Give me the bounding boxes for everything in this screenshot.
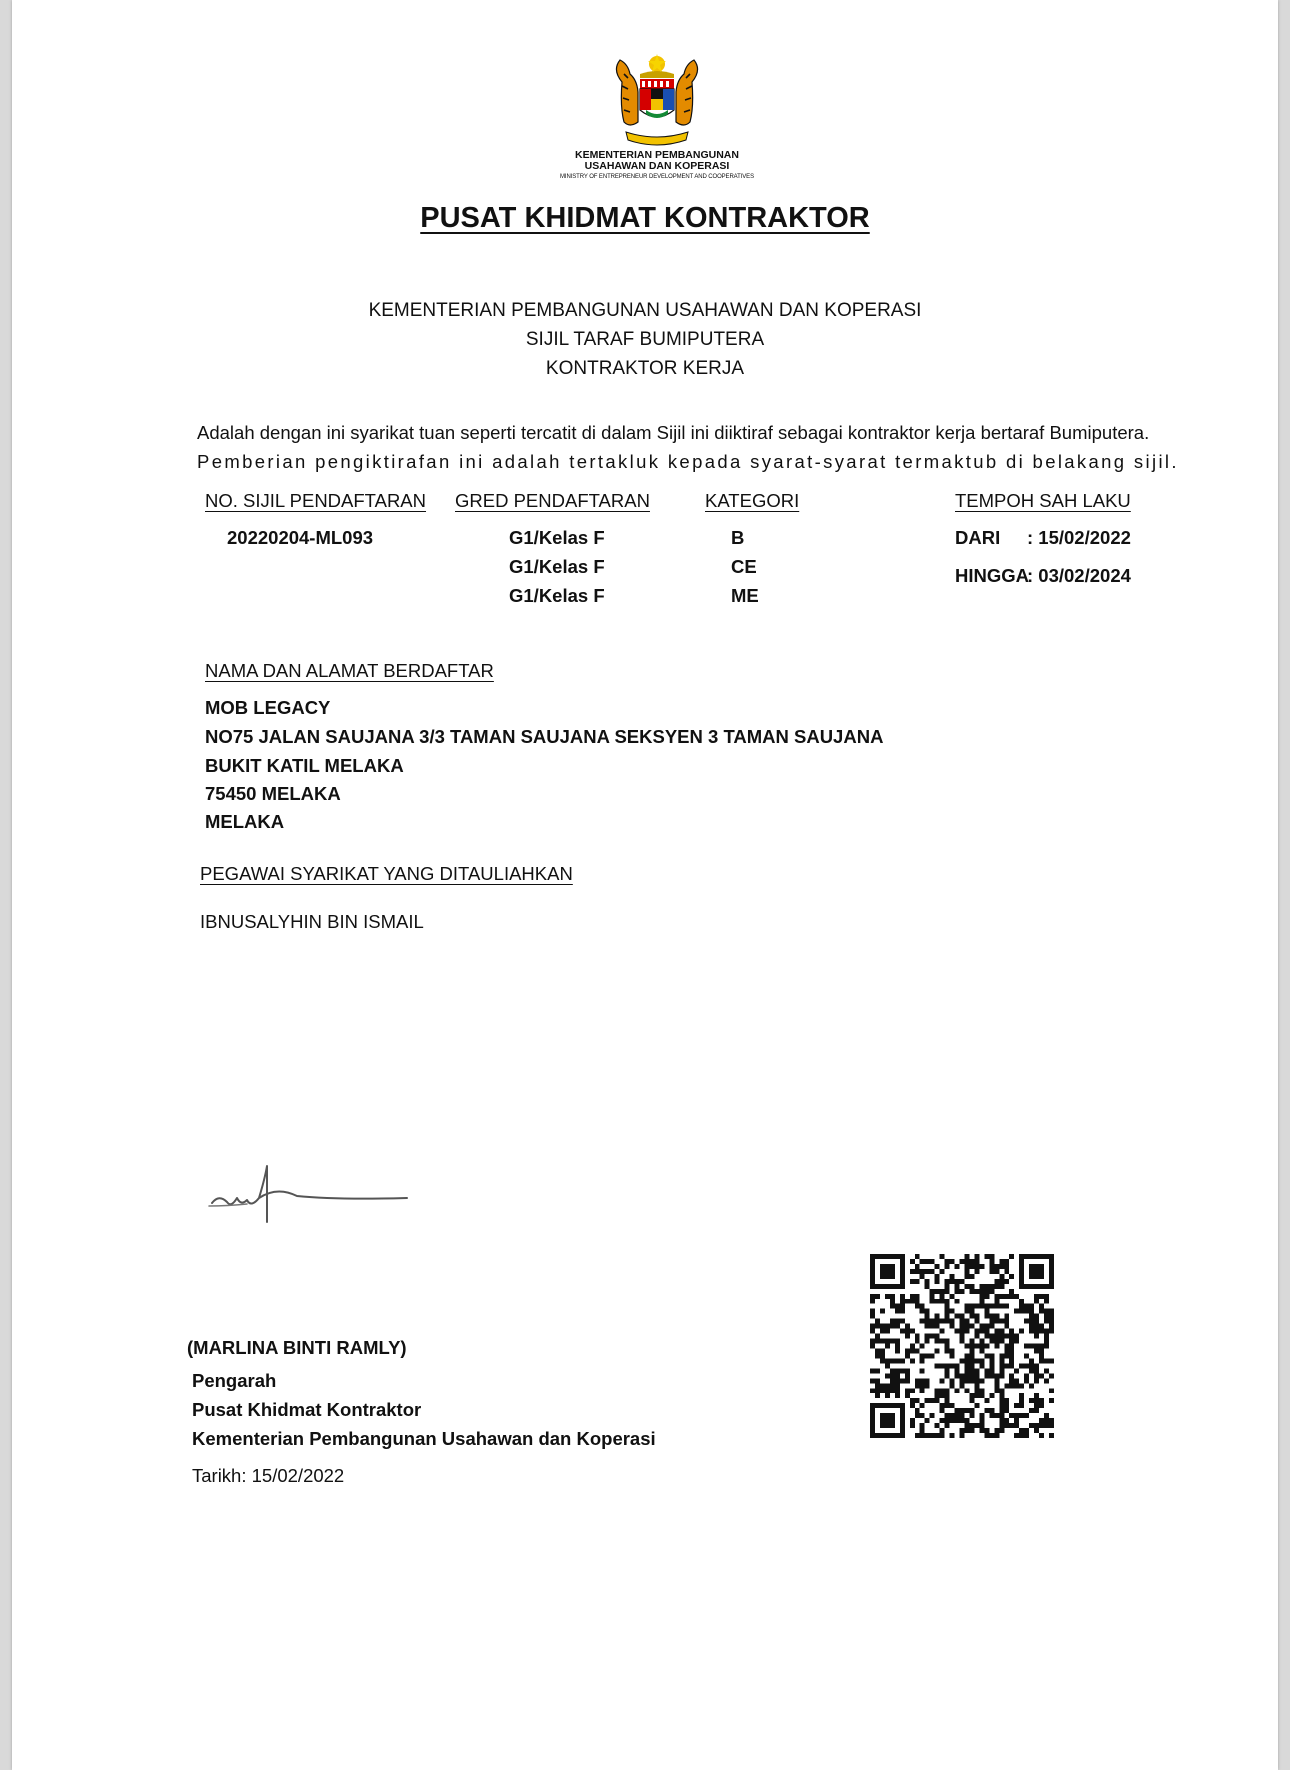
category-row-3: ME	[731, 585, 759, 606]
heading-certificate-type: SIJIL TARAF BUMIPUTERA	[525, 329, 765, 350]
issue-date: Tarikh: 15/02/2022	[192, 1465, 345, 1486]
validity-to-label: HINGGA	[955, 565, 1029, 586]
heading-contractor-type: KONTRAKTOR KERJA	[545, 358, 745, 379]
signatory-office: Pusat Khidmat Kontraktor	[192, 1399, 422, 1420]
company-name: MOB LEGACY	[205, 697, 331, 718]
ministry-logo-text	[502, 150, 812, 183]
logo-line-2: USAHAWAN DAN KOPERASI	[584, 160, 730, 172]
coat-of-arms-icon	[582, 52, 732, 152]
intro-line-1: Adalah dengan ini syarikat tuan seperti tercatit di dalam Sijil ini diiktiraf sebagai kontraktor kerja bertaraf Bumiputera.	[197, 422, 1150, 443]
logo-line-3: MINISTRY OF ENTREPRENEUR DEVELOPMENT AND COOPERATIVES	[560, 174, 754, 180]
column-registration-no: NO. SIJIL PENDAFTARAN	[205, 490, 427, 511]
heading-ministry: KEMENTERIAN PEMBANGUNAN USAHAWAN DAN KOPERASI	[368, 300, 922, 321]
intro-line-2: Pemberian pengiktirafan ini adalah tertakluk kepada syarat-syarat termaktub di belakang sijil.	[197, 451, 1179, 472]
validity-from-date: : 15/02/2022	[1027, 527, 1131, 548]
address-heading: NAMA DAN ALAMAT BERDAFTAR	[205, 660, 494, 681]
address-line-3: 75450 MELAKA	[205, 783, 341, 804]
grade-row-1: G1/Kelas F	[509, 527, 605, 548]
grade-row-2: G1/Kelas F	[509, 556, 605, 577]
validity-from-label: DARI	[955, 527, 1001, 548]
signatory-name: (MARLINA BINTI RAMLY)	[187, 1337, 407, 1358]
officer-heading: PEGAWAI SYARIKAT YANG DITAULIAHKAN	[200, 863, 573, 884]
registration-number: 20220204-ML093	[227, 527, 374, 548]
certificate-page	[12, 0, 1278, 1770]
category-row-1: B	[731, 527, 745, 548]
address-line-1: NO75 JALAN SAUJANA 3/3 TAMAN SAUJANA SEKSYEN 3 TAMAN SAUJANA	[205, 726, 884, 747]
validity-to-date: : 03/02/2024	[1027, 565, 1131, 586]
officer-name: IBNUSALYHIN BIN ISMAIL	[200, 911, 424, 932]
address-line-2: BUKIT KATIL MELAKA	[205, 755, 404, 776]
address-line-4: MELAKA	[205, 811, 285, 832]
column-category: KATEGORI	[705, 490, 800, 511]
grade-row-3: G1/Kelas F	[509, 585, 605, 606]
qr-code-icon	[870, 1254, 1054, 1438]
logo-line-1: KEMENTERIAN PEMBANGUNAN	[575, 149, 739, 161]
category-row-2: CE	[731, 556, 757, 577]
signatory-ministry: Kementerian Pembangunan Usahawan dan Koperasi	[192, 1428, 656, 1449]
column-grade: GRED PENDAFTARAN	[455, 490, 650, 511]
signatory-title: Pengarah	[192, 1370, 277, 1391]
page-title: PUSAT KHIDMAT KONTRAKTOR	[420, 202, 870, 234]
signature-icon	[207, 1158, 417, 1228]
column-validity: TEMPOH SAH LAKU	[955, 490, 1131, 511]
